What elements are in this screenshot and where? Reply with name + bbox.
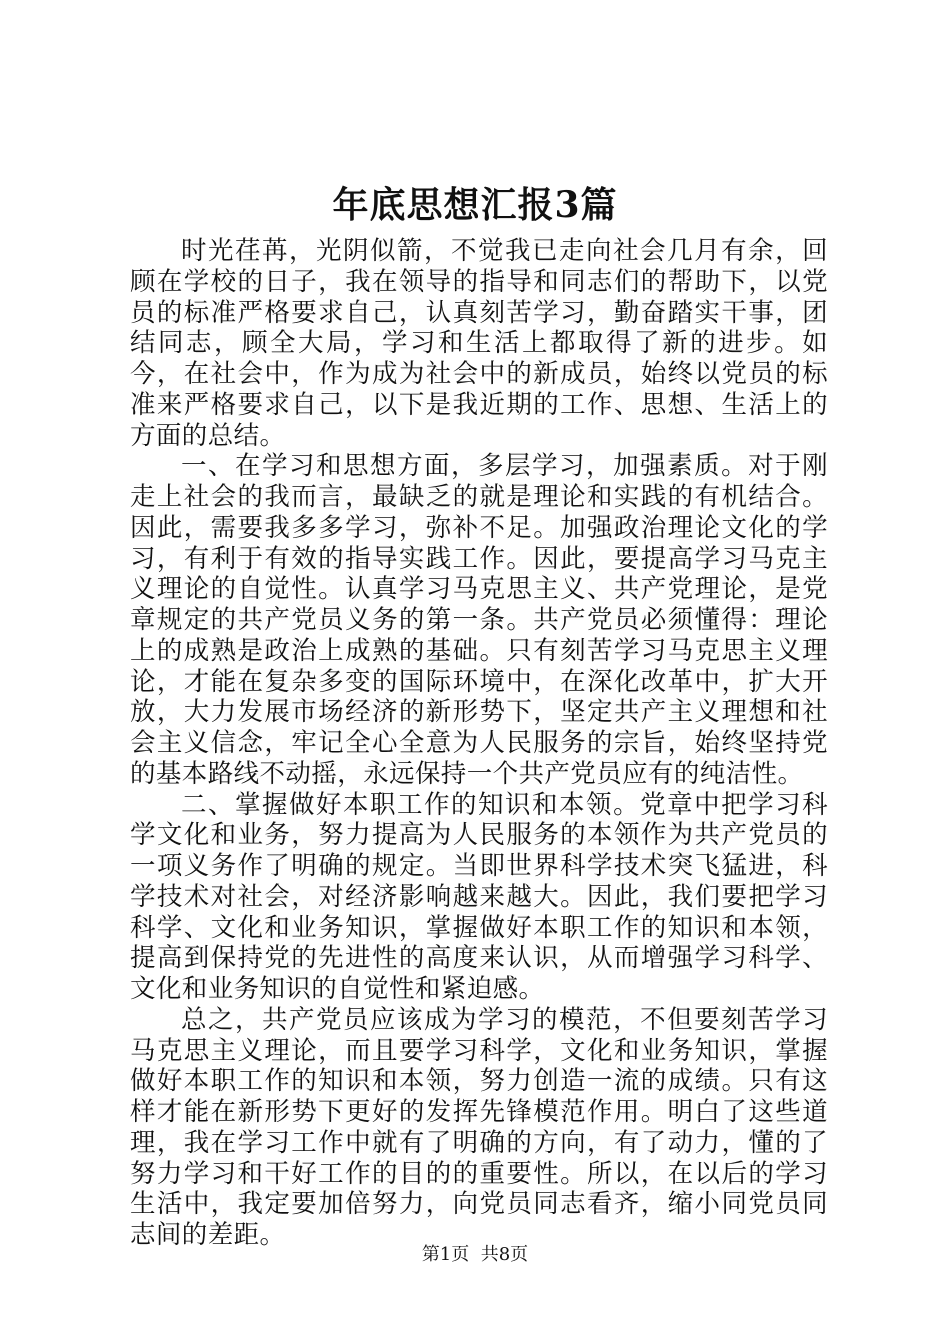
document-body [130, 236, 828, 1251]
page-count-total: 共8页 [480, 1244, 529, 1265]
footer-separator [469, 1244, 480, 1265]
page-footer [0, 1243, 950, 1267]
paragraph-study-and-thought: 一、在学习和思想方面，多层学习，加强素质。对于刚走上社会的我而言，最缺乏的就是理论和实践的有机结合。因此，需要我多多学习，弥补不足。加强政治理论文化的学习，有利于有效的指导实践工作。因此，要提高学习马克主义理论的自觉性。认真学习马克思主义、共产党理论，是党章规定的共产党员义务的第一条。共产党员必须懂得：理论上的成熟是政治上成熟的基础。只有刻苦学习马克思主义理论，才能在复杂多变的国际环境中，在深化改革中，扩大开放，大力发展市场经济的新形势下，坚定共产主义理想和社会主义信念，牢记全心全意为人民服务的宗旨，始终坚持党的基本路线不动摇，永远保持一个共产党员应有的纯洁性。 [130, 451, 828, 789]
paragraph-intro: 时光荏苒，光阴似箭，不觉我已走向社会几月有余，回顾在学校的日子，我在领导的指导和同志们的帮助下，以党员的标准严格要求自己，认真刻苦学习，勤奋踏实干事，团结同志，顾全大局，学习和生活上都取得了新的进步。如今，在社会中，作为成为社会中的新成员，始终以党员的标准来严格要求自己，以下是我近期的工作、思想、生活上的方面的总结。 [130, 236, 828, 451]
page-title: 年底思想汇报3篇 [332, 184, 618, 226]
page-number-current: 第1页 [421, 1244, 470, 1265]
paragraph-conclusion: 总之，共产党员应该成为学习的模范，不但要刻苦学习马克思主义理论，而且要学习科学，文化和业务知识，掌握做好本职工作的知识和本领，努力创造一流的成绩。只有这样才能在新形势下更好的发挥先锋模范作用。明白了这些道理，我在学习工作中就有了明确的方向，有了动力，懂的了努力学习和干好工作的目的的重要性。所以，在以后的学习生活中，我定要加倍努力，向党员同志看齐，缩小同党员同志间的差距。 [130, 1004, 828, 1250]
paragraph-job-knowledge: 二、掌握做好本职工作的知识和本领。党章中把学习科学文化和业务，努力提高为人民服务的本领作为共产党员的一项义务作了明确的规定。当即世界科学技术突飞猛进，科学技术对社会，对经济影响越来越大。因此，我们要把学习科学、文化和业务知识，掌握做好本职工作的知识和本领，提高到保持党的先进性的高度来认识，从而增强学习科学、文化和业务知识的自觉性和紧迫感。 [130, 789, 828, 1004]
